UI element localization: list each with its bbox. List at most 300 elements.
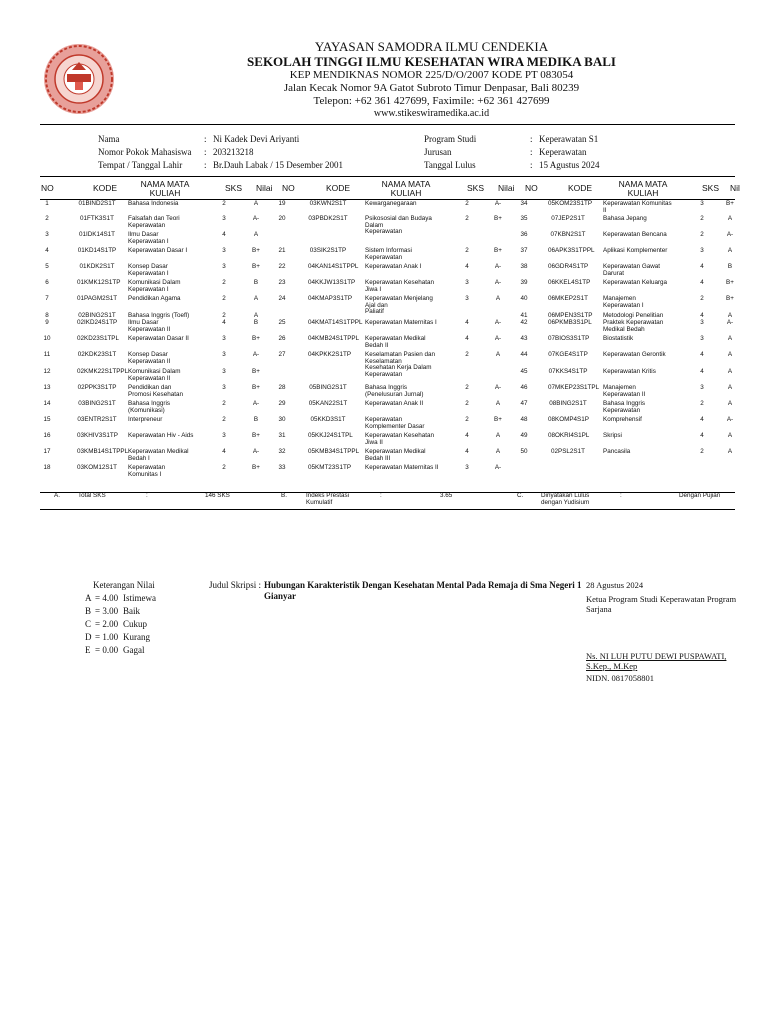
row-no: 38 [520, 263, 528, 270]
row-sks: 2 [465, 247, 469, 254]
summary-bottom-rule [40, 509, 735, 510]
row-nama: Komunikasi Dalam Keperawatan I [128, 279, 181, 293]
summary-b-text1: Indeks Prestasi [306, 492, 350, 499]
row-nama: Biostatistik [603, 335, 634, 342]
row-nama: Keperawatan Kesehatan Jiwa I [365, 279, 434, 293]
row-nilai: A [495, 448, 501, 455]
row-sks: 2 [222, 312, 226, 319]
row-nilai: A [495, 400, 501, 407]
row-nama: Keperawatan Dasar II [128, 335, 189, 342]
grade-letter: B [85, 606, 92, 616]
row-kode: 08BING2S1T [549, 400, 587, 407]
row-kode: 05KKD3S1T [310, 416, 346, 423]
row-sks: 3 [222, 263, 226, 270]
row-nama: Aplikasi Komplementer [603, 247, 668, 254]
row-nilai: A [727, 400, 733, 407]
row-kode: 07KBN2S1T [550, 231, 586, 238]
summary-c-label: C. [517, 492, 524, 499]
row-kode: 01FTK3S1T [80, 215, 114, 222]
row-sks: 2 [222, 400, 226, 407]
row-nilai: B+ [252, 384, 260, 391]
row-nama: Keperawatan Anak II [365, 400, 424, 407]
row-nama: Keperawatan Dasar I [128, 247, 188, 254]
row-nilai: A [727, 312, 733, 319]
row-nilai: A- [726, 231, 734, 238]
row-sks: 2 [465, 400, 469, 407]
nim-label: Nomor Pokok Mahasiswa [98, 147, 192, 157]
row-nama: Keperawatan Menjelang Ajal dan Paliatif [365, 295, 433, 316]
row-nilai: A- [494, 279, 502, 286]
row-kode: 02BING2S1T [78, 312, 116, 319]
row-nilai: A [495, 351, 501, 358]
row-kode: 03SIK2S1TP [309, 247, 347, 254]
row-no: 27 [278, 351, 286, 358]
summary-a-text: Total SKS [78, 492, 106, 499]
row-nilai: B+ [252, 464, 260, 471]
row-sks: 4 [700, 368, 704, 375]
row-nama: Bahasa Indonesia [128, 200, 179, 207]
row-kode: 03KOM12S1T [77, 464, 117, 471]
header-nama-line2-0: KULIAH [149, 188, 181, 198]
row-nilai: A [253, 312, 259, 319]
row-kode: 01KDK2S1T [79, 263, 115, 270]
row-kode: 04KMAT14S1TPPL [308, 319, 363, 326]
row-kode: 02IKD24S1TP [77, 319, 118, 326]
row-nilai: B+ [726, 279, 734, 286]
row-sks: 2 [465, 416, 469, 423]
row-nama: Manajemen Keperawatan II [603, 384, 646, 398]
row-nilai: B+ [252, 247, 260, 254]
row-sks: 4 [465, 319, 469, 326]
seal-logo [42, 42, 116, 116]
row-no: 14 [43, 400, 51, 407]
phone-line: Telepon: +62 361 427699, Faximile: +62 361 427699 [313, 95, 550, 107]
row-sks: 2 [700, 231, 704, 238]
signature-nidn: NIDN. 0817058801 [586, 673, 654, 683]
nim-value: 203213218 [213, 147, 254, 157]
row-no: 6 [45, 279, 49, 286]
row-nama: Metodologi Penelitian [603, 312, 664, 319]
row-kode: 08OKRI4S1PL [548, 432, 590, 439]
row-sks: 3 [222, 335, 226, 342]
row-nilai: B+ [252, 368, 260, 375]
row-kode: 02KDK23S1T [77, 351, 117, 358]
row-nama: Bahasa Inggris (Komunikasi) [128, 400, 171, 414]
name-colon: : [204, 134, 207, 144]
row-kode: 06MKEP2S1T [548, 295, 588, 302]
grade-value: = 2.00 [95, 619, 119, 629]
row-kode: 08KOMP4S1P [548, 416, 589, 423]
row-sks: 4 [700, 312, 704, 319]
header-sks-2: SKS [702, 183, 720, 193]
row-kode: 06GDR4S1TP [548, 263, 589, 270]
summary-a-label: A. [54, 492, 60, 499]
header-sks-0: SKS [225, 183, 243, 193]
row-nama: Konsep Dasar Keperawatan II [128, 351, 171, 365]
row-kode: 05KAN22S1T [308, 400, 348, 407]
row-nama: Sistem Informasi Keperawatan [365, 247, 412, 261]
row-kode: 04KAN14S1TPPL [308, 263, 359, 270]
row-no: 36 [520, 231, 528, 238]
header-rule [40, 124, 735, 125]
grade-desc: Kurang [123, 632, 150, 642]
row-no: 31 [278, 432, 286, 439]
row-kode: 06KKEL4S1TP [548, 279, 591, 286]
row-no: 21 [278, 247, 286, 254]
row-no: 23 [278, 279, 286, 286]
row-nilai: A- [494, 335, 502, 342]
row-nama: Skripsi [603, 432, 622, 439]
foundation-name: YAYASAN SAMODRA ILMU CENDEKIA [314, 39, 549, 54]
letterhead [200, 40, 663, 120]
row-nama: Keperawatan Medikal Bedah II [365, 335, 426, 349]
row-no: 47 [520, 400, 528, 407]
row-sks: 2 [700, 448, 704, 455]
header-no-2: NO [525, 183, 538, 193]
row-nilai: B+ [726, 295, 734, 302]
header-sks-1: SKS [467, 183, 485, 193]
row-no: 2 [45, 215, 49, 222]
row-no: 44 [520, 351, 528, 358]
row-kode: 06MPEN3S1TP [548, 312, 593, 319]
row-sks: 4 [222, 448, 226, 455]
row-sks: 3 [222, 384, 226, 391]
birth-value: Br.Dauh Labak / 15 Desember 2001 [213, 160, 343, 170]
birth-label: Tempat / Tanggal Lahir [98, 160, 183, 170]
grade-legend-title: Keterangan Nilai [93, 580, 155, 590]
row-nilai: A [253, 200, 259, 207]
grade-desc: Baik [123, 606, 140, 616]
signature-date: 28 Agustus 2024 [586, 580, 644, 590]
row-kode: 03PBDK2S1T [308, 215, 348, 222]
row-no: 30 [278, 416, 286, 423]
row-nama: Keselamatan Pasien dan Keselamatan Kesehatan Kerja Dalam Keperawatan [365, 351, 436, 378]
row-nama: Ilmu Dasar Keperawatan I [128, 231, 169, 245]
row-nilai: A- [252, 215, 260, 222]
row-no: 25 [278, 319, 286, 326]
program-label: Program Studi [424, 134, 477, 144]
row-kode: 02PSL2S1T [551, 448, 585, 455]
row-sks: 4 [700, 279, 704, 286]
row-nama: Bahasa Inggris Keperawatan [603, 400, 646, 414]
header-nama-line1-1: NAMA MATA [381, 179, 431, 189]
row-no: 35 [520, 215, 528, 222]
header-nilai-2: Nil [730, 183, 740, 193]
signature-role1: Ketua Program Studi Keperawatan Program [586, 594, 737, 604]
row-nama: Keperawatan Maternitas I [365, 319, 437, 326]
row-no: 7 [45, 295, 49, 302]
row-kode: 03BING2S1T [78, 400, 116, 407]
nim-colon: : [204, 147, 207, 157]
row-nilai: A [727, 351, 733, 358]
row-sks: 4 [700, 351, 704, 358]
thesis-title: Hubungan Karakteristik Dengan Kesehatan Mental Pada Remaja di Sma Negeri 1 Gianyar [264, 580, 582, 601]
row-no: 10 [43, 335, 51, 342]
row-kode: 07BIOS3S1TP [548, 335, 590, 342]
row-sks: 3 [222, 215, 226, 222]
row-kode: 02KMK22S1TPPL [77, 368, 129, 375]
row-sks: 3 [700, 247, 704, 254]
row-nama: Konsep Dasar Keperawatan I [128, 263, 169, 277]
header-nama-line1-0: NAMA MATA [140, 179, 190, 189]
name-value: Ni Kadek Devi Ariyanti [213, 134, 300, 144]
row-nama: Bahasa Jepang [603, 215, 647, 222]
row-nama: Keperawatan Komunitas II [603, 200, 672, 214]
summary-b-value: 3.65 [440, 492, 453, 499]
row-kode: 06APK3S1TPPL [548, 247, 595, 254]
address-line: Jalan Kecak Nomor 9A Gatot Subroto Timur Denpasar, Bali 80239 [283, 82, 580, 94]
row-nama: Bahasa Inggris (Toefl) [128, 312, 190, 319]
row-no: 42 [520, 319, 528, 326]
row-nilai: A- [494, 319, 502, 326]
signature-role2: Sarjana [586, 604, 612, 614]
header-nama-line2-1: KULIAH [390, 188, 422, 198]
major-value: Keperawatan [539, 147, 587, 157]
row-nama: Komprehensif [603, 416, 642, 423]
header-nilai-0: Nilai [256, 183, 273, 193]
grade-letter: A [85, 593, 92, 603]
row-nilai: A [253, 295, 259, 302]
row-nilai: A- [494, 200, 502, 207]
row-no: 4 [45, 247, 49, 254]
row-no: 40 [520, 295, 528, 302]
row-nama: Pendidikan Agama [128, 295, 181, 302]
row-sks: 3 [222, 247, 226, 254]
row-no: 37 [520, 247, 528, 254]
row-nama: Keperawatan Bencana [603, 231, 667, 238]
summary-c-text1: Dinyatakan Lulus [541, 492, 590, 499]
thesis-label: Judul Skripsi : [209, 580, 262, 590]
grade-value: = 0.00 [95, 645, 119, 655]
row-kode: 01KMK12S1TP [77, 279, 121, 286]
row-sks: 3 [222, 351, 226, 358]
website-line: www.stikeswiramedika.ac.id [373, 108, 490, 119]
row-sks: 2 [222, 464, 226, 471]
row-no: 46 [520, 384, 528, 391]
row-no: 33 [278, 464, 286, 471]
row-nilai: A- [726, 416, 734, 423]
grad-value: 15 Agustus 2024 [539, 160, 600, 170]
row-kode: 04KMAP3S1TP [308, 295, 353, 302]
row-no: 17 [43, 448, 51, 455]
row-kode: 06PKMB3S1PL [548, 319, 592, 326]
row-sks: 2 [465, 215, 469, 222]
row-no: 28 [278, 384, 286, 391]
row-nama: Keperawatan Kesehatan Jiwa II [365, 432, 434, 446]
row-nilai: A- [494, 464, 502, 471]
row-nama: Keperawatan Gerontik [603, 351, 666, 358]
row-nama: Keperawatan Maternitas II [365, 464, 439, 471]
summary-b-colon: : [380, 493, 382, 499]
row-no: 3 [45, 231, 49, 238]
header-nama-line1-2: NAMA MATA [618, 179, 668, 189]
row-no: 41 [520, 312, 528, 319]
row-nilai: B [253, 319, 259, 326]
summary-b-text2: Kumulatif [306, 499, 333, 506]
row-nilai: A [727, 368, 733, 375]
program-colon: : [530, 134, 533, 144]
summary-c-value: Dengan Pujian [679, 492, 721, 499]
row-no: 1 [45, 200, 49, 207]
row-nilai: B+ [252, 263, 260, 270]
row-nama: Keperawatan Kritis [603, 368, 656, 375]
row-nilai: A [495, 295, 501, 302]
row-no: 15 [43, 416, 51, 423]
row-nama: Komunikasi Dalam Keperawatan II [128, 368, 181, 382]
row-nama: Pancasila [603, 448, 631, 455]
program-value: Keperawatan S1 [539, 134, 599, 144]
row-sks: 4 [222, 231, 226, 238]
row-nama: Manajemen Keperawatan I [603, 295, 644, 309]
row-sks: 2 [700, 295, 704, 302]
grade-desc: Cukup [123, 619, 148, 629]
row-kode: 01IDK14S1T [78, 231, 116, 238]
major-label: Jurusan [424, 147, 452, 157]
row-sks: 4 [465, 448, 469, 455]
row-no: 12 [43, 368, 51, 375]
row-no: 16 [43, 432, 51, 439]
row-sks: 4 [465, 335, 469, 342]
row-sks: 2 [222, 295, 226, 302]
row-sks: 2 [465, 200, 469, 207]
row-no: 22 [278, 263, 286, 270]
grade-letter: D [85, 632, 92, 642]
row-no: 45 [520, 368, 528, 375]
row-nama: Pendidikan dan Promosi Kesehatan [128, 384, 183, 398]
name-label: Nama [98, 134, 120, 144]
row-nama: Kewarganegaraan [365, 200, 417, 207]
row-nilai: A- [252, 448, 260, 455]
row-kode: 07JEP2S1T [551, 215, 585, 222]
row-kode: 05BING2S1T [309, 384, 347, 391]
table-top-rule [40, 176, 735, 177]
decree-line: KEP MENDIKNAS NOMOR 225/D/O/2007 KODE PT 083054 [289, 69, 574, 81]
row-nilai: A [727, 432, 733, 439]
row-kode: 03KMB14S1TPPL [77, 448, 129, 455]
row-sks: 2 [465, 384, 469, 391]
row-no: 20 [278, 215, 286, 222]
row-kode: 07KGE4S1TP [548, 351, 588, 358]
row-no: 8 [45, 312, 49, 319]
header-kode-0: KODE [93, 183, 118, 193]
grade-value: = 3.00 [95, 606, 119, 616]
row-no: 24 [278, 295, 286, 302]
row-sks: 3 [700, 200, 704, 207]
row-no: 48 [520, 416, 528, 423]
row-kode: 02KD23S1TPL [77, 335, 120, 342]
grade-desc: Gagal [123, 645, 145, 655]
row-sks: 3 [465, 295, 469, 302]
grad-label: Tanggal Lulus [424, 160, 476, 170]
summary-b-label: B. [281, 492, 287, 499]
row-sks: 2 [222, 416, 226, 423]
header-nama-line2-2: KULIAH [627, 188, 659, 198]
row-no: 49 [520, 432, 528, 439]
row-kode: 03ENTR2S1T [77, 416, 117, 423]
signature-name1: Ns. NI LUH PUTU DEWI PUSPAWATI, [586, 651, 727, 661]
row-sks: 4 [465, 432, 469, 439]
row-nilai: A [495, 432, 501, 439]
summary-c-text2: dengan Yudisium [541, 499, 590, 506]
row-nama: Keperawatan Keluarga [603, 279, 668, 286]
row-nama: Keperawatan Komplementer Dasar [365, 416, 425, 430]
row-kode: 03KWN2S1T [309, 200, 347, 207]
grade-value: = 4.00 [95, 593, 119, 603]
grade-letter: E [85, 645, 91, 655]
row-kode: 01BIND2S1T [78, 200, 116, 207]
row-kode: 04KKJW13S1TP [308, 279, 356, 286]
row-kode: 03KHIV3S1TP [77, 432, 118, 439]
row-nilai: A [727, 384, 733, 391]
row-nilai: A [727, 215, 733, 222]
summary-top-rule [40, 492, 735, 493]
row-sks: 2 [465, 351, 469, 358]
row-nilai: B+ [252, 335, 260, 342]
row-sks: 3 [222, 368, 226, 375]
summary-a-value: 146 SKS [205, 492, 230, 499]
row-nilai: B+ [494, 416, 502, 423]
row-sks: 4 [700, 416, 704, 423]
row-nama: Keperawatan Medikal Bedah I [128, 448, 189, 462]
row-kode: 04KPKK2S1TP [308, 351, 352, 358]
summary-a-colon: : [146, 493, 148, 499]
summary-c-colon: : [620, 493, 622, 499]
row-sks: 4 [700, 432, 704, 439]
header-kode-1: KODE [326, 183, 351, 193]
header-no-0: NO [41, 183, 54, 193]
row-no: 43 [520, 335, 528, 342]
row-nilai: A- [726, 319, 734, 326]
row-sks: 3 [465, 464, 469, 471]
row-nilai: B [253, 416, 259, 423]
header-kode-2: KODE [568, 183, 593, 193]
grade-desc: Istimewa [123, 593, 156, 603]
row-kode: 02PPK3S1TP [77, 384, 117, 391]
row-kode: 05KMT23S1TP [308, 464, 352, 471]
header-no-1: NO [282, 183, 295, 193]
row-nilai: B+ [494, 215, 502, 222]
row-no: 5 [45, 263, 49, 270]
row-nama: Praktek Keperawatan Medikal Bedah [603, 319, 664, 333]
grad-colon: : [530, 160, 533, 170]
row-no: 29 [278, 400, 286, 407]
institution-name: SEKOLAH TINGGI ILMU KESEHATAN WIRA MEDIKA BALI [247, 54, 616, 69]
row-nilai: A- [494, 263, 502, 270]
row-no: 32 [278, 448, 286, 455]
row-kode: 05KMB34S1TPPL [308, 448, 360, 455]
row-nilai: A- [252, 400, 260, 407]
signature-name2: S.Kep., M.Kep [586, 661, 638, 671]
row-nilai: B [727, 263, 733, 270]
row-sks: 2 [222, 200, 226, 207]
row-no: 26 [278, 335, 286, 342]
row-no: 34 [520, 200, 528, 207]
row-no: 50 [520, 448, 528, 455]
grade-value: = 1.00 [95, 632, 119, 642]
row-no: 18 [43, 464, 51, 471]
row-no: 9 [45, 319, 49, 326]
row-no: 39 [520, 279, 528, 286]
row-nilai: A- [494, 384, 502, 391]
row-nilai: A [727, 448, 733, 455]
row-nama: Keperawatan Hiv - Aids [128, 432, 194, 439]
row-nilai: A- [252, 351, 260, 358]
row-nilai: B+ [494, 247, 502, 254]
row-no: 13 [43, 384, 51, 391]
row-nilai: B+ [726, 200, 734, 207]
row-sks: 4 [700, 263, 704, 270]
row-kode: 01PAGM2S1T [77, 295, 118, 302]
